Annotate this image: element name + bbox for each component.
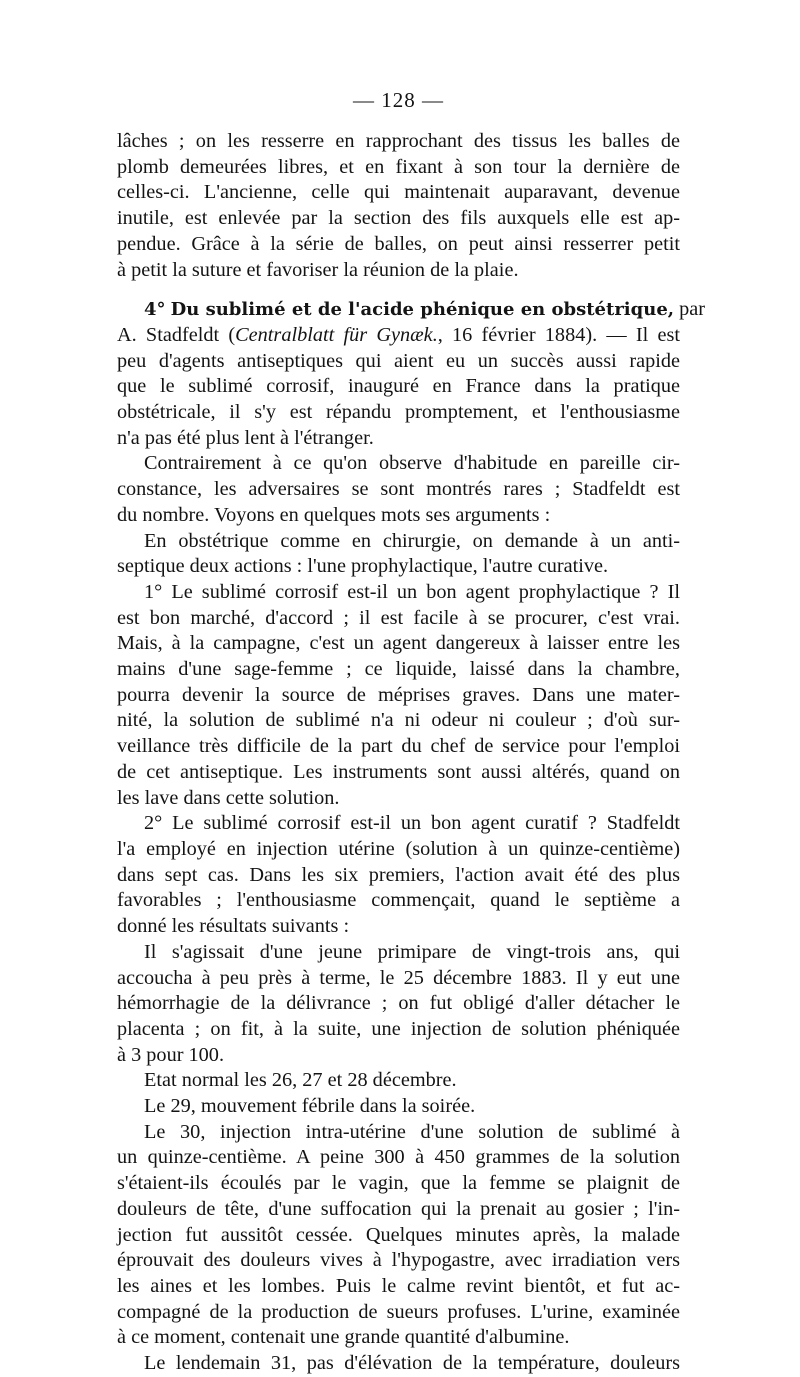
text-line: favorables ; l'enthousiasme commençait, quand le septième a bbox=[117, 889, 680, 912]
section-heading-line bbox=[117, 297, 706, 323]
text-line: septique deux actions : l'une prophylactique, l'autre curative. bbox=[117, 555, 609, 578]
text-line: nité, la solution de sublimé n'a ni odeur ni couleur ; d'où sur- bbox=[117, 709, 680, 732]
text-line: mains d'une sage-femme ; ce liquide, laissé dans la chambre, bbox=[117, 658, 680, 681]
text-line: jection fut aussitôt cessée. Quelques minutes après, la malade bbox=[117, 1223, 680, 1246]
section-heading: Du sublimé et de l'acide phénique en obstétrique, bbox=[170, 299, 675, 321]
text-line: les lave dans cette solution. bbox=[117, 786, 340, 809]
author-line bbox=[117, 323, 680, 349]
text-line: Le lendemain 31, pas d'élévation de la température, douleurs bbox=[144, 1352, 680, 1375]
section-body bbox=[117, 451, 680, 1376]
text-line: Contrairement à ce qu'on observe d'habitude en pareille cir- bbox=[144, 452, 680, 475]
section-heading-after: par bbox=[674, 298, 706, 321]
text-line: accoucha à peu près à terme, le 25 décembre 1883. Il y eut une bbox=[117, 966, 680, 989]
text-line: s'étaient-ils écoulés par le vagin, que la femme se plaignit de bbox=[117, 1172, 680, 1195]
text-line: l'a employé en injection utérine (solution à un quinze-centième) bbox=[117, 837, 680, 860]
text-line: est bon marché, d'accord ; il est facile à se procurer, c'est vrai. bbox=[117, 606, 680, 629]
author-suffix: , 16 février 1884). — Il est bbox=[437, 323, 680, 346]
text-line: pourra devenir la source de méprises graves. Dans une mater- bbox=[117, 683, 680, 706]
text-line: douleurs de tête, d'une suffocation qui la prenait au gosier ; l'in- bbox=[117, 1197, 680, 1220]
text-line: En obstétrique comme en chirurgie, on demande à un anti- bbox=[144, 529, 680, 552]
page-number: — 128 — bbox=[353, 88, 444, 112]
text-line: Mais, à la campagne, c'est un agent dangereux à laisser entre les bbox=[117, 632, 680, 655]
text-line: constance, les adversaires se sont montrés rares ; Stadfeldt est bbox=[117, 478, 680, 501]
text-line: un quinze-centième. A peine 300 à 450 grammes de la solution bbox=[117, 1146, 680, 1169]
paragraph-suture bbox=[117, 129, 680, 283]
text-line: pendue. Grâce à la série de balles, on peut ainsi resserrer petit bbox=[117, 232, 680, 255]
text-line: Le 30, injection intra-utérine d'une solution de sublimé à bbox=[144, 1120, 680, 1143]
text-line: inutile, est enlevée par la section des fils auxquels elle est ap- bbox=[117, 207, 680, 230]
text-line: compagné de la production de sueurs profuses. L'urine, examinée bbox=[117, 1300, 680, 1323]
book-page bbox=[117, 88, 706, 1377]
text-line: 2° Le sublimé corrosif est-il un bon agent curatif ? Stadfeldt bbox=[144, 812, 680, 835]
text-line: à petit la suture et favoriser la réunion de la plaie. bbox=[117, 258, 519, 281]
text-line: à 3 pour 100. bbox=[117, 1043, 225, 1066]
text-line: donné les résultats suivants : bbox=[117, 915, 350, 938]
section-sublime bbox=[117, 297, 706, 451]
text-line: éprouvait des douleurs vives à l'hypogastre, avec irradiation vers bbox=[117, 1249, 680, 1272]
journal-title: Centralblatt für Gynæk. bbox=[235, 323, 438, 346]
text-line: dans sept cas. Dans les six premiers, l'action avait été des plus bbox=[117, 863, 680, 886]
text-line: placenta ; on fit, à la suite, une injection de solution phéniquée bbox=[117, 1017, 680, 1040]
text-line: hémorrhagie de la délivrance ; on fut obligé d'aller détacher le bbox=[117, 992, 680, 1015]
text-line: plomb demeurées libres, et en fixant à son tour la dernière de bbox=[117, 155, 680, 178]
text-line: lâches ; on les resserre en rapprochant des tissus les balles de bbox=[117, 130, 680, 152]
author-prefix: A. Stadfeldt ( bbox=[117, 323, 236, 346]
text-line: Etat normal les 26, 27 et 28 décembre. bbox=[144, 1069, 457, 1092]
text-line: les aines et les lombes. Puis le calme revint bientôt, et fut ac- bbox=[117, 1274, 680, 1297]
text-line: celles-ci. L'ancienne, celle qui maintenait auparavant, devenue bbox=[117, 181, 680, 204]
text-line: obstétricale, il s'y est répandu promptement, et l'enthousiasme bbox=[117, 401, 680, 424]
text-line: que le sublimé corrosif, inauguré en France dans la pratique bbox=[117, 375, 680, 398]
text-line: à ce moment, contenait une grande quantité d'albumine. bbox=[117, 1326, 570, 1349]
section-number: 4° bbox=[144, 299, 166, 321]
text-line: du nombre. Voyons en quelques mots ses arguments : bbox=[117, 503, 551, 526]
text-line: Il s'agissait d'une jeune primipare de vingt-trois ans, qui bbox=[144, 940, 680, 963]
text-line: veillance très difficile de la part du chef de service pour l'emploi bbox=[117, 735, 680, 758]
text-line: Le 29, mouvement fébrile dans la soirée. bbox=[144, 1095, 476, 1118]
text-line: de cet antiseptique. Les instruments sont aussi altérés, quand on bbox=[117, 760, 680, 783]
text-line: n'a pas été plus lent à l'étranger. bbox=[117, 426, 374, 449]
text-line: 1° Le sublimé corrosif est-il un bon agent prophylactique ? Il bbox=[144, 580, 680, 603]
text-line: peu d'agents antiseptiques qui aient eu un succès aussi rapide bbox=[117, 349, 680, 372]
